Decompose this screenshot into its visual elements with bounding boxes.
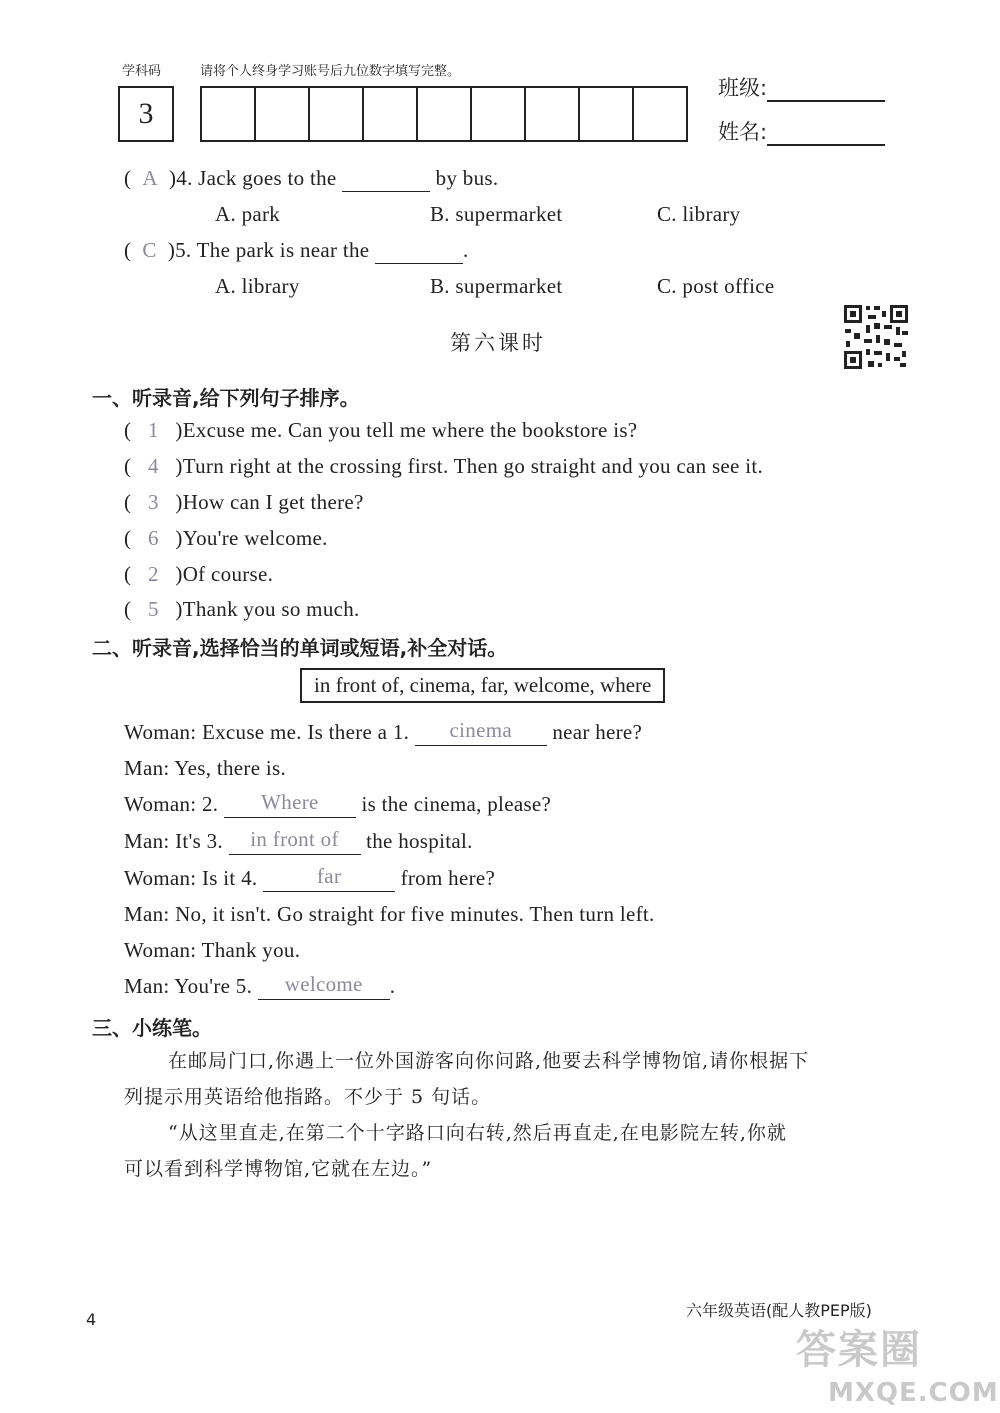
dialogue-text: from here? bbox=[400, 866, 496, 890]
watermark-url: MXQE.COM bbox=[828, 1378, 999, 1408]
name-input-line[interactable] bbox=[767, 122, 885, 146]
question-4: ( A )4. Jack goes to the by bus. bbox=[124, 166, 499, 190]
digit-box[interactable] bbox=[364, 88, 418, 140]
page-number: 4 bbox=[86, 1310, 97, 1329]
digit-box[interactable] bbox=[634, 88, 686, 140]
digit-box[interactable] bbox=[580, 88, 634, 140]
answer-blank[interactable] bbox=[342, 166, 430, 192]
dialogue-text: Woman: 2. bbox=[124, 792, 219, 816]
dialogue-text: . bbox=[389, 974, 396, 998]
dialogue-line bbox=[124, 866, 495, 892]
option-4a: A. park bbox=[215, 202, 281, 226]
dialogue-text: near here? bbox=[552, 720, 643, 744]
prompt-line: 可以看到科学博物馆,它就在左边。” bbox=[124, 1158, 433, 1180]
list-item: ( 3 )How can I get there? bbox=[124, 490, 364, 514]
class-label: 班级: bbox=[718, 76, 768, 100]
option-5c: C. post office bbox=[657, 274, 775, 298]
answer-text: cinema bbox=[449, 718, 512, 742]
list-item: ( 2 )Of course. bbox=[124, 562, 274, 586]
list-item: ( 6 )You're welcome. bbox=[124, 526, 328, 550]
list-item: ( 1 )Excuse me. Can you tell me where the bookstore is? bbox=[124, 418, 638, 442]
question-text-end: by bus. bbox=[435, 166, 499, 190]
section2-heading: 二、听录音,选择恰当的单词或短语,补全对话。 bbox=[92, 636, 508, 660]
digit-box[interactable] bbox=[472, 88, 526, 140]
answer-mark: 2 bbox=[147, 562, 159, 586]
sentence-text: )Turn right at the crossing first. Then go straight and you can see it. bbox=[175, 454, 764, 478]
list-item: ( 5 )Thank you so much. bbox=[124, 597, 360, 621]
question-text-end: . bbox=[462, 238, 469, 262]
dialogue-line bbox=[124, 720, 642, 746]
answer-mark: 6 bbox=[147, 526, 159, 550]
answer-mark: 4 bbox=[147, 454, 159, 478]
account-digit-boxes[interactable] bbox=[200, 86, 688, 142]
answer-mark: A bbox=[142, 166, 158, 190]
answer-mark: 1 bbox=[147, 418, 159, 442]
dialogue-text: the hospital. bbox=[366, 829, 473, 853]
subject-code-box: 3 bbox=[118, 86, 174, 142]
dialogue-line bbox=[124, 792, 551, 818]
answer-blank[interactable] bbox=[224, 792, 356, 818]
answer-blank[interactable] bbox=[263, 866, 395, 892]
option-5b: B. supermarket bbox=[430, 274, 563, 298]
prompt-line: “从这里直走,在第二个十字路口向右转,然后再直走,在电影院左转,你就 bbox=[168, 1122, 787, 1144]
dialogue-text: Man: You're 5. bbox=[124, 974, 253, 998]
digit-box[interactable] bbox=[526, 88, 580, 140]
question-5: ( C )5. The park is near the . bbox=[124, 238, 469, 262]
prompt-line: 列提示用英语给他指路。不少于 5 句话。 bbox=[124, 1086, 492, 1108]
section3-heading: 三、小练笔。 bbox=[92, 1016, 212, 1040]
instruction-text: 请将个人终身学习账号后九位数字填写完整。 bbox=[200, 64, 461, 79]
digit-box[interactable] bbox=[256, 88, 310, 140]
lesson-title: 第六课时 bbox=[450, 331, 546, 355]
dialogue-line bbox=[124, 974, 395, 1000]
option-4c: C. library bbox=[657, 202, 741, 226]
subject-code-label: 学科码 bbox=[122, 64, 162, 79]
class-input-line[interactable] bbox=[767, 78, 885, 102]
question-text: )4. Jack goes to the bbox=[168, 166, 337, 190]
word-box: in front of, cinema, far, welcome, where bbox=[300, 668, 665, 703]
watermark-logo: 答案圈 bbox=[796, 1327, 922, 1373]
class-field[interactable] bbox=[718, 72, 885, 102]
dialogue-text: Woman: Is it 4. bbox=[124, 866, 258, 890]
answer-blank[interactable] bbox=[375, 238, 463, 264]
dialogue-text: Man: It's 3. bbox=[124, 829, 223, 853]
dialogue-text: is the cinema, please? bbox=[361, 792, 552, 816]
answer-mark: 3 bbox=[147, 490, 159, 514]
dialogue-line bbox=[124, 829, 473, 855]
dialogue-line: Woman: Thank you. bbox=[124, 938, 301, 962]
qr-code-icon[interactable] bbox=[842, 303, 910, 371]
answer-blank[interactable] bbox=[415, 720, 547, 746]
name-label: 姓名: bbox=[718, 120, 768, 144]
dialogue-text: Woman: Excuse me. Is there a 1. bbox=[124, 720, 410, 744]
sentence-text: )Excuse me. Can you tell me where the bookstore is? bbox=[175, 418, 638, 442]
answer-blank[interactable] bbox=[258, 974, 390, 1000]
answer-blank[interactable] bbox=[229, 829, 361, 855]
digit-box[interactable] bbox=[202, 88, 256, 140]
sentence-text: )Of course. bbox=[175, 562, 274, 586]
option-4b: B. supermarket bbox=[430, 202, 563, 226]
answer-mark: 5 bbox=[147, 597, 159, 621]
list-item: ( 4 )Turn right at the crossing first. Then go straight and you can see it. bbox=[124, 454, 764, 478]
answer-text: welcome bbox=[284, 972, 363, 996]
book-title: 六年级英语(配人教PEP版) bbox=[686, 1301, 872, 1320]
digit-box[interactable] bbox=[310, 88, 364, 140]
dialogue-line: Man: No, it isn't. Go straight for five minutes. Then turn left. bbox=[124, 902, 655, 926]
prompt-line: 在邮局门口,你遇上一位外国游客向你问路,他要去科学博物馆,请你根据下 bbox=[168, 1050, 810, 1072]
answer-mark: C bbox=[142, 238, 157, 262]
sentence-text: )Thank you so much. bbox=[175, 597, 360, 621]
sentence-text: )How can I get there? bbox=[175, 490, 364, 514]
answer-text: far bbox=[316, 864, 342, 888]
dialogue-line: Man: Yes, there is. bbox=[124, 756, 287, 780]
section1-heading: 一、听录音,给下列句子排序。 bbox=[92, 386, 360, 410]
option-5a: A. library bbox=[215, 274, 300, 298]
answer-text: in front of bbox=[250, 827, 339, 851]
name-field[interactable] bbox=[718, 116, 885, 146]
digit-box[interactable] bbox=[418, 88, 472, 140]
answer-text: Where bbox=[261, 790, 319, 814]
question-text: )5. The park is near the bbox=[167, 238, 370, 262]
sentence-text: )You're welcome. bbox=[175, 526, 328, 550]
